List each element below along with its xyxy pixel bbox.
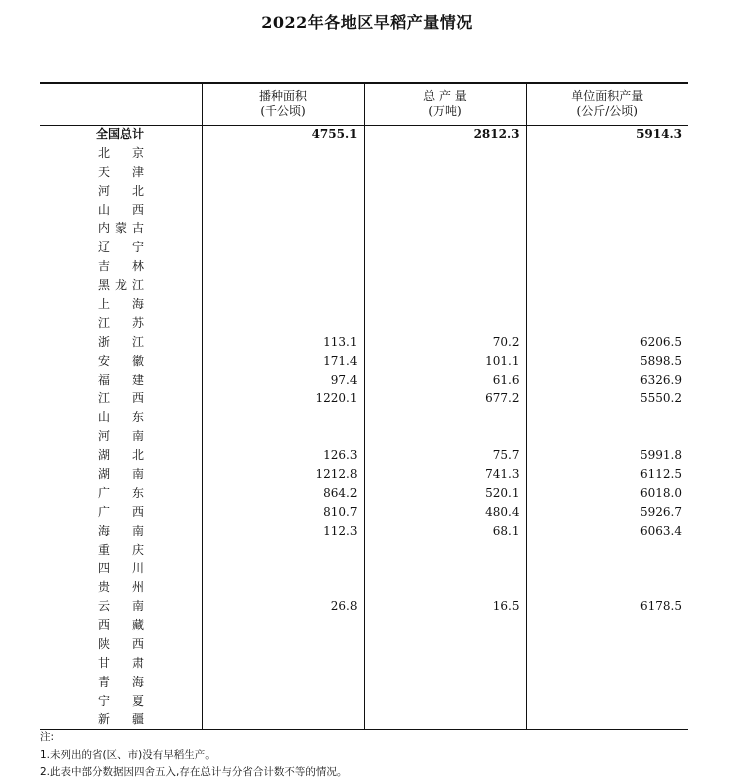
region-name: 西藏: [98, 618, 144, 633]
total-output-cell: [364, 578, 526, 597]
total-output-cell: 68.1: [364, 522, 526, 541]
region-cell: [40, 503, 202, 522]
table-row: [40, 201, 688, 220]
total-output-cell: 16.5: [364, 597, 526, 616]
sown-area-cell: 97.4: [202, 371, 364, 390]
sown-area-cell: [202, 314, 364, 333]
region-cell: [40, 578, 202, 597]
region-name: 重庆: [98, 542, 144, 557]
yield-cell: 6063.4: [526, 522, 688, 541]
table-row: [40, 541, 688, 560]
yield-cell: [526, 314, 688, 333]
yield-cell: 6206.5: [526, 333, 688, 352]
region-name: 内蒙古: [98, 221, 144, 236]
sown-area-cell: [202, 276, 364, 295]
region-cell: [40, 125, 202, 144]
total-output-cell: [364, 182, 526, 201]
total-output-cell: [364, 295, 526, 314]
sown-area-cell: [202, 559, 364, 578]
sown-area-cell: 113.1: [202, 333, 364, 352]
yield-cell: [526, 654, 688, 673]
total-output-cell: [364, 673, 526, 692]
table-row: [40, 673, 688, 692]
yield-cell: [526, 427, 688, 446]
header-yield-label: 单位面积产量: [571, 89, 644, 104]
total-output-cell: 520.1: [364, 484, 526, 503]
region-cell: [40, 276, 202, 295]
table-row: [40, 408, 688, 427]
yield-cell: [526, 692, 688, 711]
total-output-cell: 741.3: [364, 465, 526, 484]
sown-area-cell: [202, 654, 364, 673]
yield-cell: [526, 295, 688, 314]
region-name: 北京: [98, 145, 144, 160]
sown-area-cell: [202, 295, 364, 314]
sown-area-cell: 26.8: [202, 597, 364, 616]
sown-area-cell: [202, 144, 364, 163]
header-sown-area-label: 播种面积: [258, 89, 307, 104]
yield-cell: [526, 257, 688, 276]
region-cell: [40, 635, 202, 654]
sown-area-cell: 1220.1: [202, 389, 364, 408]
header-sown-area: [202, 83, 364, 125]
table-row: [40, 503, 688, 522]
region-cell: [40, 446, 202, 465]
page-title: 2022年各地区早稻产量情况: [261, 13, 473, 32]
region-cell: [40, 257, 202, 276]
region-cell: [40, 408, 202, 427]
yield-cell: 6018.0: [526, 484, 688, 503]
table-body: [40, 125, 688, 730]
total-output-cell: [364, 541, 526, 560]
yield-cell: [526, 578, 688, 597]
region-name: 广西: [98, 504, 144, 519]
yield-cell: [526, 201, 688, 220]
yield-cell: [526, 276, 688, 295]
region-cell: [40, 541, 202, 560]
table-row: [40, 144, 688, 163]
total-output-cell: 75.7: [364, 446, 526, 465]
region-name: 四川: [98, 561, 144, 576]
yield-cell: [526, 635, 688, 654]
header-yield: [526, 83, 688, 125]
region-name: 广东: [98, 485, 144, 500]
region-name: 安徽: [98, 353, 144, 368]
table-row: [40, 219, 688, 238]
sown-area-cell: [202, 616, 364, 635]
header-total-output: [364, 83, 526, 125]
table-row: [40, 578, 688, 597]
table-row: [40, 635, 688, 654]
total-output-cell: [364, 616, 526, 635]
table-row: [40, 692, 688, 711]
table-row: [40, 371, 688, 390]
header-total-output-label: 总 产 量: [423, 89, 467, 104]
sown-area-cell: [202, 578, 364, 597]
table-row: [40, 238, 688, 257]
region-cell: [40, 163, 202, 182]
sown-area-cell: 810.7: [202, 503, 364, 522]
region-cell: [40, 465, 202, 484]
sown-area-cell: 864.2: [202, 484, 364, 503]
sown-area-cell: 4755.1: [202, 125, 364, 144]
region-name: 湖南: [98, 466, 144, 481]
table-row: [40, 616, 688, 635]
table-row: [40, 182, 688, 201]
table-header-row: [40, 83, 688, 125]
region-name: 贵州: [98, 580, 144, 595]
sown-area-cell: 1212.8: [202, 465, 364, 484]
total-output-cell: [364, 635, 526, 654]
total-output-cell: [364, 314, 526, 333]
yield-cell: 5926.7: [526, 503, 688, 522]
note-2: 2.此表中部分数据因四舍五入,存在总计与分省合计数不等的情况。: [40, 766, 348, 778]
region-name: 上海: [98, 296, 144, 311]
region-name: 全国总计: [96, 127, 145, 142]
yield-cell: [526, 559, 688, 578]
sown-area-cell: [202, 427, 364, 446]
sown-area-cell: [202, 201, 364, 220]
total-output-cell: [364, 654, 526, 673]
table-row: [40, 522, 688, 541]
yield-cell: [526, 408, 688, 427]
table-row: [40, 333, 688, 352]
region-cell: [40, 597, 202, 616]
sown-area-cell: [202, 163, 364, 182]
total-output-cell: [364, 163, 526, 182]
total-output-cell: [364, 238, 526, 257]
region-name: 陕西: [98, 636, 144, 651]
table-row: [40, 276, 688, 295]
table-row: [40, 389, 688, 408]
note-1: 1.未列出的省(区、市)没有早稻生产。: [40, 748, 216, 761]
region-name: 宁夏: [98, 693, 144, 708]
table-row: [40, 163, 688, 182]
region-cell: [40, 616, 202, 635]
notes: [40, 729, 690, 782]
yield-cell: [526, 673, 688, 692]
total-output-cell: [364, 219, 526, 238]
region-name: 江苏: [98, 315, 144, 330]
total-output-cell: 2812.3: [364, 125, 526, 144]
yield-cell: [526, 541, 688, 560]
sown-area-cell: [202, 692, 364, 711]
region-name: 海南: [98, 523, 144, 538]
yield-cell: [526, 219, 688, 238]
sown-area-cell: [202, 257, 364, 276]
region-cell: [40, 201, 202, 220]
region-cell: [40, 371, 202, 390]
table-row: [40, 446, 688, 465]
rice-production-table: [40, 82, 688, 730]
region-name: 辽宁: [98, 240, 144, 255]
region-name: 天津: [98, 164, 144, 179]
yield-cell: 6112.5: [526, 465, 688, 484]
region-name: 福建: [98, 372, 144, 387]
total-output-cell: 70.2: [364, 333, 526, 352]
yield-cell: 5550.2: [526, 389, 688, 408]
header-yield-unit: (公斤/公顷): [576, 104, 638, 119]
region-name: 河北: [98, 183, 144, 198]
notes-label: 注:: [40, 731, 55, 743]
table-row-total: [40, 125, 688, 144]
region-cell: [40, 389, 202, 408]
yield-cell: [526, 182, 688, 201]
total-output-cell: [364, 201, 526, 220]
yield-cell: 5898.5: [526, 352, 688, 371]
region-cell: [40, 144, 202, 163]
region-cell: [40, 673, 202, 692]
yield-cell: 6178.5: [526, 597, 688, 616]
table-row: [40, 597, 688, 616]
yield-cell: 6326.9: [526, 371, 688, 390]
region-name: 云南: [98, 599, 144, 614]
total-output-cell: 101.1: [364, 352, 526, 371]
sown-area-cell: [202, 182, 364, 201]
region-name: 湖北: [98, 448, 144, 463]
region-name: 河南: [98, 429, 144, 444]
region-name: 新疆: [98, 712, 144, 727]
sown-area-cell: [202, 635, 364, 654]
table-row: [40, 484, 688, 503]
total-output-cell: [364, 427, 526, 446]
region-cell: [40, 182, 202, 201]
region-name: 浙江: [98, 334, 144, 349]
table-row: [40, 257, 688, 276]
table-row: [40, 295, 688, 314]
table-row: [40, 314, 688, 333]
header-sown-area-unit: (千公顷): [260, 104, 306, 119]
sown-area-cell: [202, 219, 364, 238]
region-cell: [40, 427, 202, 446]
region-cell: [40, 711, 202, 730]
sown-area-cell: [202, 238, 364, 257]
region-cell: [40, 559, 202, 578]
region-cell: [40, 333, 202, 352]
yield-cell: [526, 238, 688, 257]
yield-cell: [526, 711, 688, 730]
region-cell: [40, 352, 202, 371]
region-name: 吉林: [98, 259, 144, 274]
total-output-cell: [364, 692, 526, 711]
sown-area-cell: [202, 711, 364, 730]
total-output-cell: 677.2: [364, 389, 526, 408]
total-output-cell: [364, 559, 526, 578]
region-cell: [40, 654, 202, 673]
sown-area-cell: [202, 408, 364, 427]
region-cell: [40, 692, 202, 711]
header-region: [40, 83, 202, 125]
region-cell: [40, 522, 202, 541]
table-row: [40, 427, 688, 446]
sown-area-cell: 171.4: [202, 352, 364, 371]
region-cell: [40, 219, 202, 238]
region-cell: [40, 295, 202, 314]
yield-cell: 5914.3: [526, 125, 688, 144]
region-name: 江西: [98, 391, 144, 406]
region-cell: [40, 484, 202, 503]
region-name: 青海: [98, 674, 144, 689]
table-row: [40, 465, 688, 484]
region-cell: [40, 314, 202, 333]
sown-area-cell: 112.3: [202, 522, 364, 541]
yield-cell: [526, 144, 688, 163]
total-output-cell: [364, 144, 526, 163]
sown-area-cell: [202, 673, 364, 692]
sown-area-cell: [202, 541, 364, 560]
region-cell: [40, 238, 202, 257]
total-output-cell: [364, 276, 526, 295]
yield-cell: 5991.8: [526, 446, 688, 465]
total-output-cell: [364, 408, 526, 427]
table-row: [40, 711, 688, 730]
region-name: 黑龙江: [98, 278, 144, 293]
table-row: [40, 352, 688, 371]
total-output-cell: [364, 711, 526, 730]
table-row: [40, 654, 688, 673]
total-output-cell: 61.6: [364, 371, 526, 390]
header-total-output-unit: (万吨): [428, 104, 462, 119]
region-name: 山西: [98, 202, 144, 217]
total-output-cell: 480.4: [364, 503, 526, 522]
total-output-cell: [364, 257, 526, 276]
region-name: 山东: [98, 410, 144, 425]
region-name: 甘肃: [98, 655, 144, 670]
table-row: [40, 559, 688, 578]
yield-cell: [526, 163, 688, 182]
yield-cell: [526, 616, 688, 635]
sown-area-cell: 126.3: [202, 446, 364, 465]
